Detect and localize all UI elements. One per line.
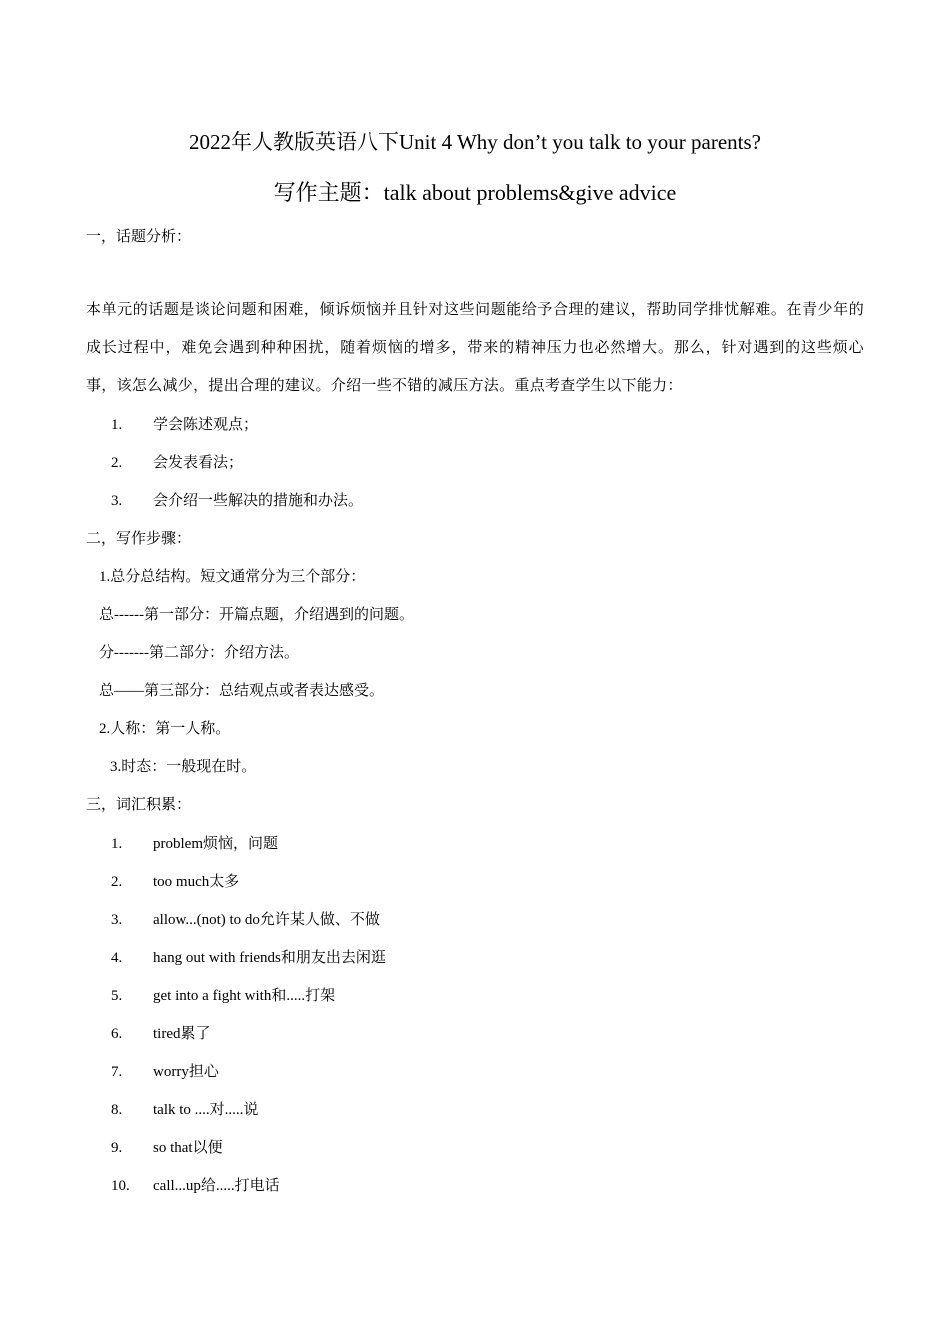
writing-step-line: 分-------第二部分：介绍方法。 [99,645,299,661]
vocab-item: so that以便 [153,1140,223,1156]
vocab-item: worry担心 [153,1064,219,1080]
vocab-number: 9. [111,1140,123,1156]
vocab-item: too much太多 [153,874,240,890]
ability-number: 3. [111,493,123,509]
section-2-heading: 二，写作步骤： [86,531,192,547]
vocab-item: tired累了 [153,1026,211,1042]
writing-step-line: 3.时态：一般现在时。 [110,759,257,775]
document-subtitle: 写作主题：talk about problems&give advice [273,180,677,205]
vocab-item: problem烦恼，问题 [153,836,278,852]
vocab-item: get into a fight with和.....打架 [153,988,336,1004]
ability-number: 2. [111,455,123,471]
ability-item: 会发表看法； [153,455,244,471]
vocab-number: 10. [111,1178,130,1194]
vocab-item: allow...(not) to do允许某人做、不做 [153,912,380,928]
ability-item: 会介绍一些解决的措施和办法。 [153,493,364,509]
vocab-number: 1. [111,836,123,852]
document-title: 2022年人教版英语八下Unit 4 Why don’t you talk to your parents? [188,130,761,154]
vocab-number: 2. [111,874,123,890]
vocab-number: 7. [111,1064,123,1080]
ability-item: 学会陈述观点； [153,417,259,433]
vocab-number: 8. [111,1102,123,1118]
vocab-item: talk to ....对.....说 [153,1102,259,1118]
vocab-number: 3. [111,912,123,928]
section-3-heading: 三，词汇积累： [86,797,192,813]
vocab-number: 5. [111,988,123,1004]
writing-step-line: 总------第一部分：开篇点题，介绍遇到的问题。 [99,607,414,623]
topic-analysis-paragraph: 本单元的话题是谈论问题和困难，倾诉烦恼并且针对这些问题能给予合理的建议，帮助同学排忧解难。在青少年的成长过程中，难免会遇到种种困扰，随着烦恼的增多，带来的精神压力也必然增大。那么，针对遇到的这些烦心事，该怎么减少，提出合理的建议。介绍一些不错的减压方法。重点考查学生以下能力： [86,302,864,394]
writing-step-line: 总——第三部分：总结观点或者表达感受。 [99,683,385,699]
vocab-number: 6. [111,1026,123,1042]
section-1-heading: 一，话题分析： [86,229,192,245]
vocab-number: 4. [111,950,123,966]
vocab-item: call...up给.....打电话 [153,1178,280,1194]
vocab-item: hang out with friends和朋友出去闲逛 [153,950,386,966]
ability-number: 1. [111,417,123,433]
writing-step-line: 1.总分总结构。短文通常分为三个部分： [99,569,366,585]
writing-step-line: 2.人称：第一人称。 [99,721,231,737]
